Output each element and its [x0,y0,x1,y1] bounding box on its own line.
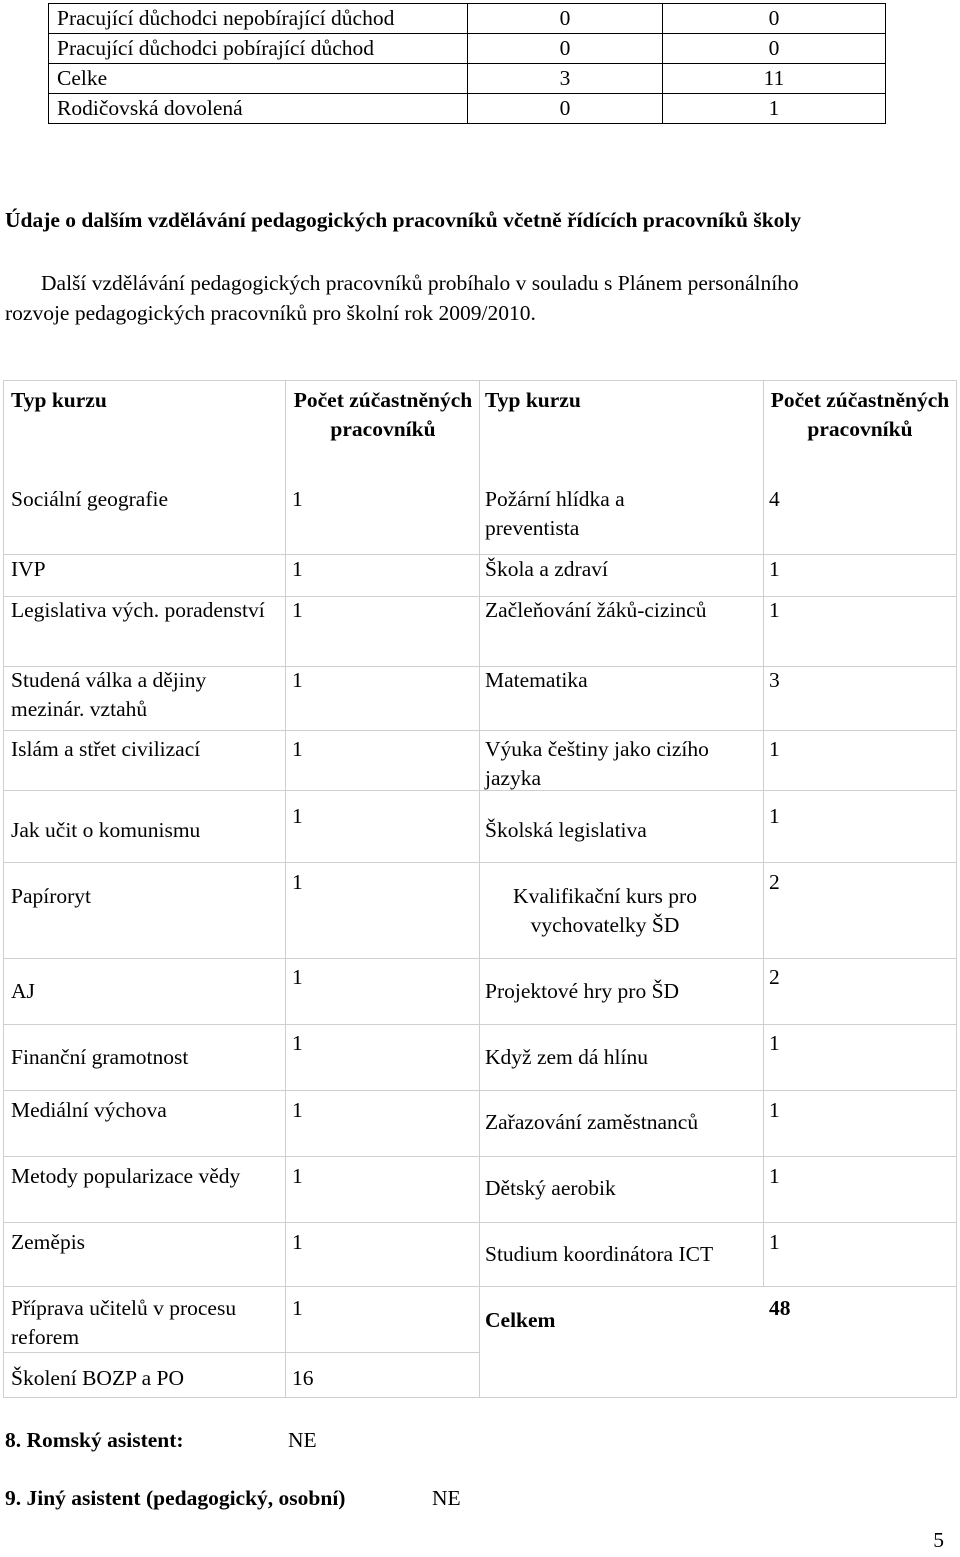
section-9-value: NE [432,1486,461,1510]
course-name: Zařazování zaměstnanců [485,1110,699,1134]
course-count: 1 [292,598,303,622]
course-name: Výuka češtiny jako cizího jazyka [485,737,709,790]
course-name: Papíroryt [11,884,92,908]
course-name: Studená válka a dějiny mezinár. vztahů [11,668,207,721]
course-name: Jak učit o komunismu [11,818,201,842]
course-count: 1 [292,557,303,581]
table-row [49,4,886,34]
section-8-label: 8. Romský asistent: [5,1428,184,1452]
header-count-right: Počet zúčastněných pracovníků [770,388,950,441]
row-value: 0 [468,94,663,124]
course-count: 1 [769,1164,780,1188]
course-count: 4 [769,487,780,511]
row-value: 3 [468,64,663,94]
course-count: 1 [769,1230,780,1254]
paragraph-line: Další vzdělávání pedagogických pracovníků probíhalo v souladu s Plánem personálního [41,271,799,295]
course-name: Studium koordinátora ICT [485,1242,714,1266]
total-count: 48 [769,1296,791,1320]
course-count: 1 [769,598,780,622]
course-count: 1 [292,965,303,989]
row-value: 0 [468,4,663,34]
course-name: Začleňování žáků-cizinců [485,598,707,622]
course-name: Finanční gramotnost [11,1045,189,1069]
course-count: 1 [769,1098,780,1122]
row-value: 1 [663,94,886,124]
course-count: 1 [292,870,303,894]
course-name: Školení BOZP a PO [11,1366,185,1390]
section-heading: Údaje o dalším vzdělávání pedagogických pracovníků včetně řídících pracovníků školy [5,208,802,232]
course-count: 1 [292,737,303,761]
course-name: Mediální výchova [11,1098,167,1122]
row-value: 0 [663,4,886,34]
course-count: 1 [292,668,303,692]
row-value: 11 [663,64,886,94]
table-row [49,94,886,124]
staff-table [48,3,886,124]
header-type-right: Typ kurzu [485,388,581,412]
course-count: 16 [292,1366,314,1390]
course-count: 1 [292,1098,303,1122]
course-count: 3 [769,668,780,692]
course-count: 1 [292,1296,303,1320]
courses-table [3,380,957,1398]
row-label: Pracující důchodci nepobírající důchod [49,4,468,34]
row-label: Celke [49,64,468,94]
course-name: Školská legislativa [485,818,647,842]
course-name: Projektové hry pro ŠD [485,979,680,1003]
row-label: Pracující důchodci pobírající důchod [49,34,468,64]
course-count: 1 [292,1230,303,1254]
header-type-left: Typ kurzu [11,388,107,412]
course-count: 2 [769,965,780,989]
course-count: 1 [769,737,780,761]
course-name: Dětský aerobik [485,1176,616,1200]
section-9-label: 9. Jiný asistent (pedagogický, osobní) [5,1486,346,1510]
course-name: Sociální geografie [11,487,169,511]
course-count: 1 [769,1031,780,1055]
course-name: AJ [11,979,35,1003]
course-name: Matematika [485,668,588,692]
course-count: 1 [292,487,303,511]
course-name: Kvalifikační kurs pro vychovatelky ŠD [513,884,697,937]
course-name: Škola a zdraví [485,557,608,581]
row-label: Rodičovská dovolená [49,94,468,124]
row-value: 0 [468,34,663,64]
course-name: Požární hlídka a preventista [485,487,625,540]
course-count: 1 [292,1164,303,1188]
table-row [49,34,886,64]
section-8-value: NE [288,1428,317,1452]
course-count: 1 [769,557,780,581]
paragraph-line: rozvoje pedagogických pracovníků pro školní rok 2009/2010. [5,301,536,325]
course-name: Když zem dá hlínu [485,1045,648,1069]
course-name: Metody popularizace vědy [11,1164,241,1188]
course-name: Islám a střet civilizací [11,737,201,761]
course-count: 1 [292,1031,303,1055]
course-count: 1 [292,804,303,828]
header-count-left: Počet zúčastněných pracovníků [293,388,473,441]
row-value: 0 [663,34,886,64]
total-label: Celkem [485,1308,556,1332]
course-count: 2 [769,870,780,894]
course-name: IVP [11,557,46,581]
page-number: 5 [933,1528,944,1552]
table-row [49,64,886,94]
course-name: Příprava učitelů v procesu reforem [11,1296,237,1349]
course-count: 1 [769,804,780,828]
course-name: Zeměpis [11,1230,86,1254]
course-name: Legislativa vých. poradenství [11,598,265,622]
paragraph [5,268,945,328]
